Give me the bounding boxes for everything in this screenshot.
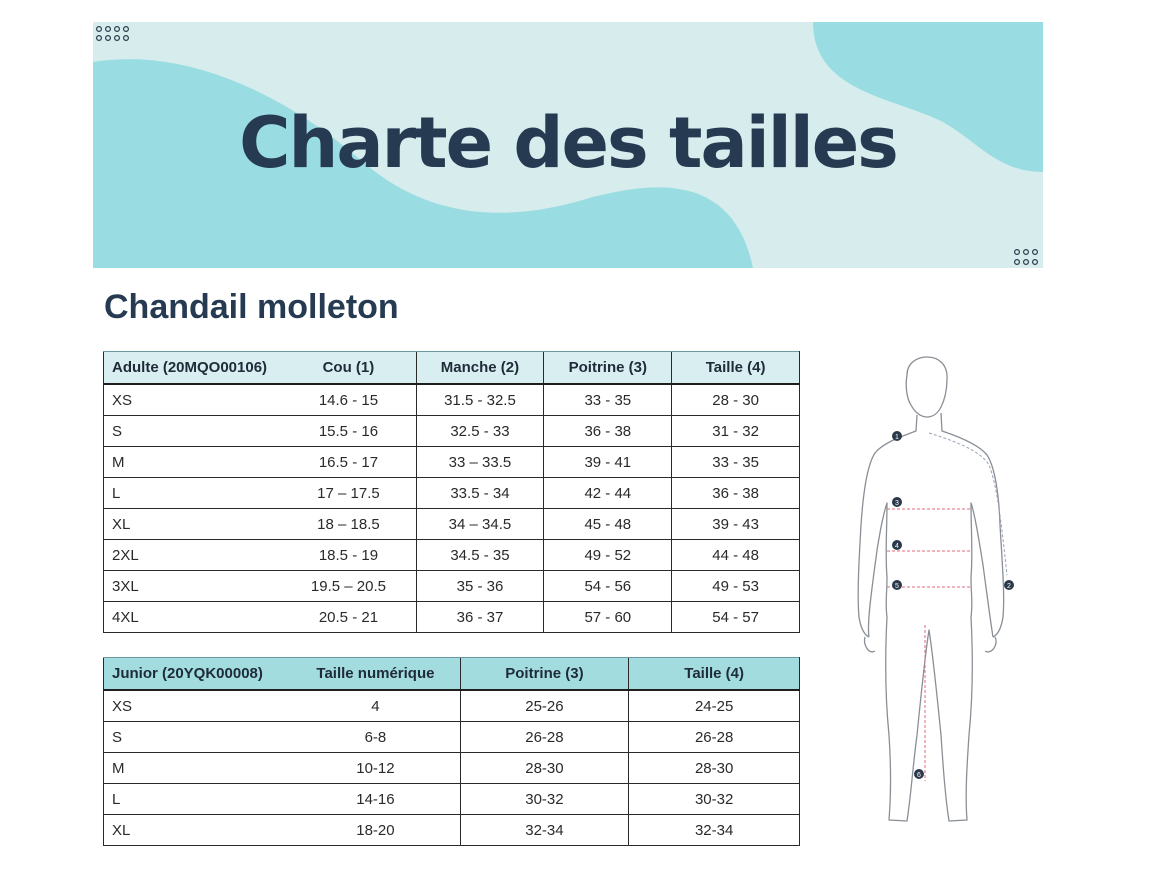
marker-4-icon (892, 540, 902, 550)
column-header: Adulte (20MQO00106) (104, 352, 282, 385)
size-cell: XL (104, 815, 292, 846)
svg-text:1: 1 (895, 434, 899, 441)
table-cell: 14-16 (291, 784, 460, 815)
table-row (104, 690, 800, 722)
table-header-row (104, 658, 800, 691)
table-cell: 4 (291, 690, 460, 722)
size-cell: L (104, 478, 282, 509)
marker-6-icon (914, 769, 924, 779)
table-row (104, 815, 800, 846)
column-header: Taille (4) (629, 658, 800, 691)
marker-3-icon (892, 497, 902, 507)
table-cell: 15.5 - 16 (281, 416, 416, 447)
size-cell: L (104, 784, 292, 815)
table-row (104, 753, 800, 784)
table-cell: 28 - 30 (672, 384, 800, 416)
product-title: Chandail molleton (104, 288, 399, 326)
table-cell: 10-12 (291, 753, 460, 784)
svg-text:4: 4 (895, 543, 899, 550)
table-row (104, 784, 800, 815)
size-cell: 2XL (104, 540, 282, 571)
table-cell: 18 – 18.5 (281, 509, 416, 540)
column-header: Cou (1) (281, 352, 416, 385)
table-cell: 16.5 - 17 (281, 447, 416, 478)
svg-text:5: 5 (895, 583, 899, 590)
size-cell: S (104, 416, 282, 447)
svg-text:3: 3 (895, 500, 899, 507)
table-cell: 31 - 32 (672, 416, 800, 447)
banner (93, 22, 1043, 268)
table-cell: 24-25 (629, 690, 800, 722)
table-row (104, 509, 800, 540)
table-cell: 39 - 43 (672, 509, 800, 540)
marker-2-icon (1004, 580, 1014, 590)
dots-decoration-icon (95, 25, 137, 43)
size-cell: M (104, 447, 282, 478)
column-header: Manche (2) (416, 352, 544, 385)
table-cell: 33 – 33.5 (416, 447, 544, 478)
table-row (104, 571, 800, 602)
table-cell: 54 - 57 (672, 602, 800, 633)
table-cell: 35 - 36 (416, 571, 544, 602)
column-header: Taille (4) (672, 352, 800, 385)
size-cell: M (104, 753, 292, 784)
table-cell: 14.6 - 15 (281, 384, 416, 416)
table-cell: 32-34 (629, 815, 800, 846)
column-header: Poitrine (3) (460, 658, 629, 691)
body-outline (858, 357, 1003, 821)
column-header: Poitrine (3) (544, 352, 672, 385)
table-cell: 30-32 (629, 784, 800, 815)
table-cell: 45 - 48 (544, 509, 672, 540)
dots-decoration-icon (1013, 248, 1043, 268)
table-cell: 19.5 – 20.5 (281, 571, 416, 602)
table-row (104, 384, 800, 416)
table-cell: 33.5 - 34 (416, 478, 544, 509)
marker-1-icon (892, 431, 902, 441)
table-row (104, 416, 800, 447)
table-row (104, 478, 800, 509)
size-cell: XS (104, 384, 282, 416)
table-cell: 57 - 60 (544, 602, 672, 633)
table-cell: 34 – 34.5 (416, 509, 544, 540)
table-cell: 18-20 (291, 815, 460, 846)
table-cell: 17 – 17.5 (281, 478, 416, 509)
marker-5-icon (892, 580, 902, 590)
size-cell: XS (104, 690, 292, 722)
table-cell: 20.5 - 21 (281, 602, 416, 633)
table-cell: 44 - 48 (672, 540, 800, 571)
table-cell: 36 - 38 (672, 478, 800, 509)
table-cell: 28-30 (460, 753, 629, 784)
table-cell: 33 - 35 (672, 447, 800, 478)
table-cell: 6-8 (291, 722, 460, 753)
table-cell: 25-26 (460, 690, 629, 722)
table-cell: 54 - 56 (544, 571, 672, 602)
table-row (104, 540, 800, 571)
table-cell: 34.5 - 35 (416, 540, 544, 571)
table-cell: 33 - 35 (544, 384, 672, 416)
table-cell: 30-32 (460, 784, 629, 815)
table-cell: 26-28 (460, 722, 629, 753)
size-cell: 3XL (104, 571, 282, 602)
table-cell: 42 - 44 (544, 478, 672, 509)
table-row (104, 722, 800, 753)
body-measurement-figure (845, 355, 1035, 835)
measurement-lines (887, 509, 971, 781)
column-header: Taille numérique (291, 658, 460, 691)
table-header-row (104, 352, 800, 385)
table-cell: 28-30 (629, 753, 800, 784)
banner-title: Charte des tailles (239, 102, 897, 184)
table-cell: 36 - 38 (544, 416, 672, 447)
table-cell: 32-34 (460, 815, 629, 846)
table-cell: 18.5 - 19 (281, 540, 416, 571)
table-cell: 31.5 - 32.5 (416, 384, 544, 416)
svg-text:2: 2 (1007, 583, 1011, 590)
size-cell: S (104, 722, 292, 753)
sleeve-measure-line (929, 433, 1007, 575)
table-cell: 26-28 (629, 722, 800, 753)
column-header: Junior (20YQK00008) (104, 658, 292, 691)
table-row (104, 447, 800, 478)
size-cell: XL (104, 509, 282, 540)
table-cell: 49 - 53 (672, 571, 800, 602)
junior-size-table (103, 657, 800, 846)
size-cell: 4XL (104, 602, 282, 633)
table-cell: 49 - 52 (544, 540, 672, 571)
table-cell: 32.5 - 33 (416, 416, 544, 447)
table-row (104, 602, 800, 633)
table-cell: 39 - 41 (544, 447, 672, 478)
svg-text:6: 6 (917, 772, 921, 779)
table-cell: 36 - 37 (416, 602, 544, 633)
adult-size-table (103, 351, 800, 633)
